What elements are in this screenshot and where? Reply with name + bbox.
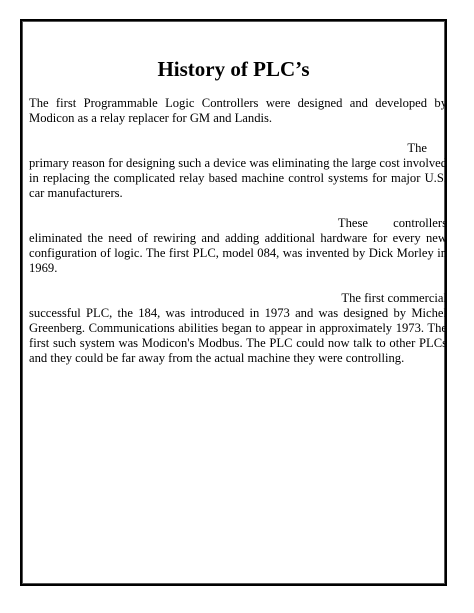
paragraph-intro: The first Programmable Logic Controllers were designed and developed by Modicon as a relay replacer for GM and Landis. bbox=[29, 96, 447, 125]
paragraph-lead-in: The first commercial bbox=[341, 291, 447, 305]
page-title: History of PLC’s bbox=[157, 57, 310, 81]
paragraph-primary-reason: primary reason for designing such a device was eliminating the large cost involved in replacing the complicated relay based machine control systems for major U.S. car manufacturers. bbox=[29, 156, 447, 200]
document-body bbox=[29, 96, 447, 366]
paragraph-lead-in: These controllers bbox=[337, 216, 447, 230]
paragraph-lead-in: The bbox=[407, 141, 427, 155]
paragraph-controllers: eliminated the need of rewiring and adding additional hardware for every new configuration of logic. The first PLC, model 084, was invented by Dick Morley in 1969. bbox=[29, 231, 447, 275]
paragraph-first-commercial: successful PLC, the 184, was introduced in 1973 and was designed by Michel Greenberg. Communications abilities began to appear in approximately 1973. The first such system was Modicon's Modbus. The PLC could now talk to other PLCs and they could be far away from the actual machine they were controlling. bbox=[29, 306, 447, 365]
